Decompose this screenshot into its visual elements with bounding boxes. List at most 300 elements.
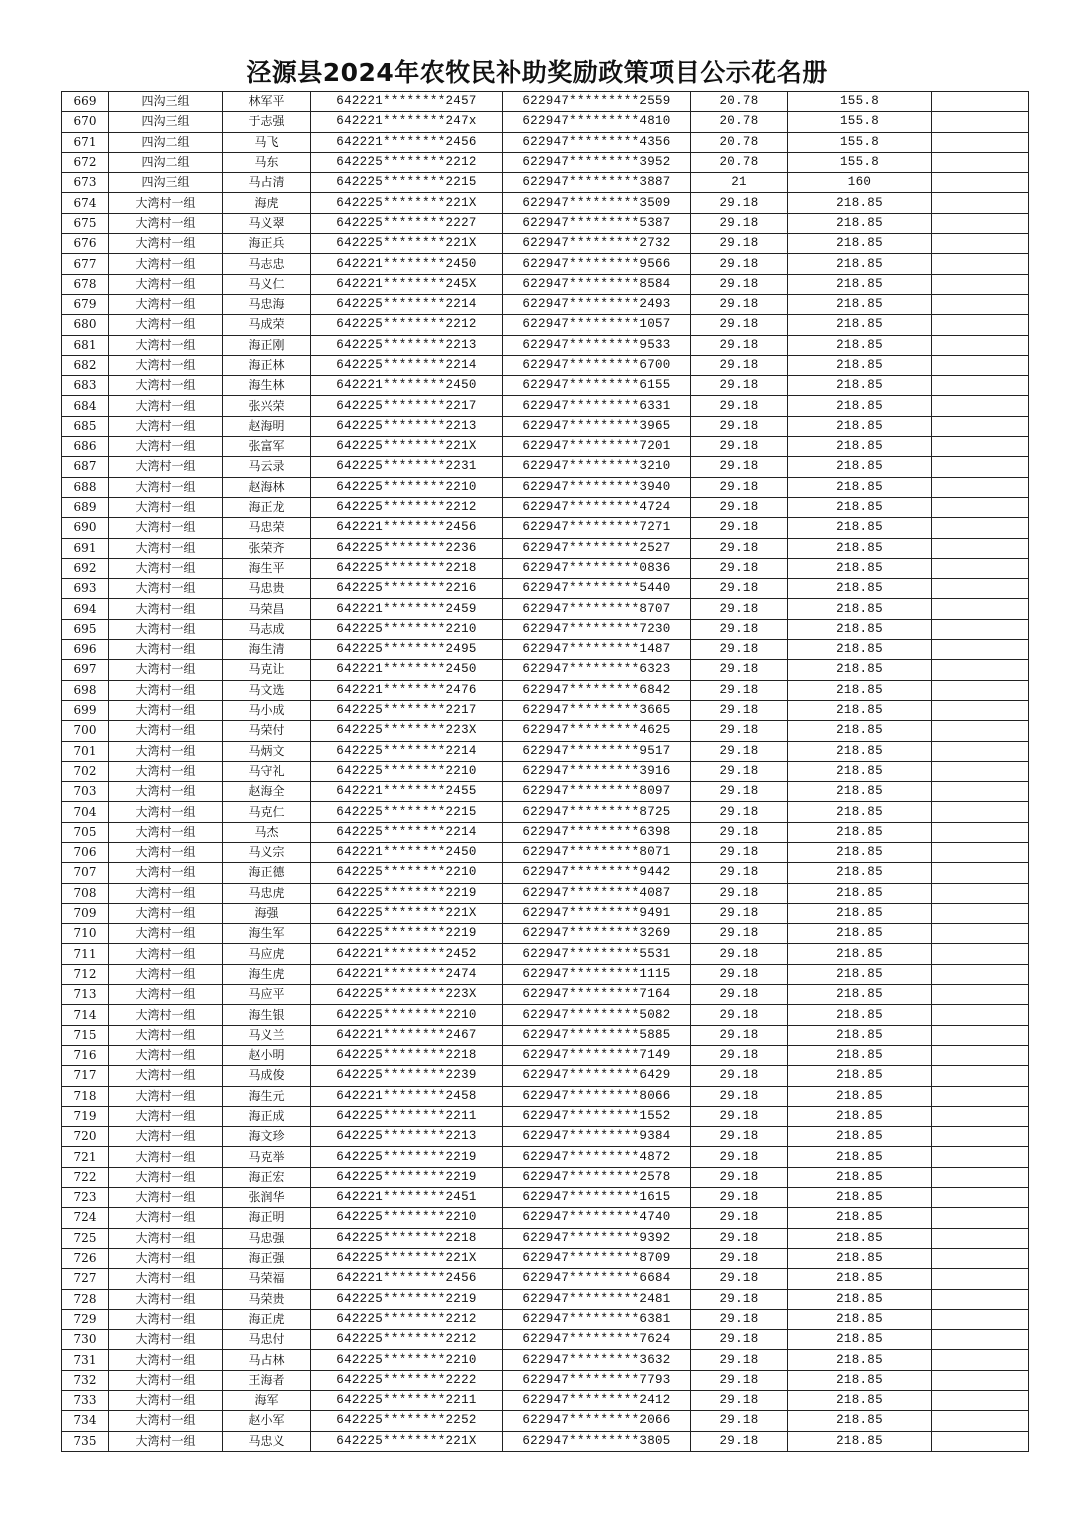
village-group-cell: 大湾村一组: [109, 721, 223, 741]
bank-account-cell: 622947*********3665: [503, 700, 691, 720]
remark-cell: [932, 416, 1029, 436]
name-cell: 马成俊: [223, 1066, 311, 1086]
village-group-cell: 大湾村一组: [109, 254, 223, 274]
amount-cell: 218.85: [788, 1127, 932, 1147]
bank-account-cell: 622947*********8725: [503, 802, 691, 822]
id-number-cell: 642225********2214: [311, 741, 503, 761]
id-number-cell: 642225********2219: [311, 924, 503, 944]
id-number-cell: 642221********2459: [311, 599, 503, 619]
row-number-cell: 727: [62, 1269, 109, 1289]
village-group-cell: 大湾村一组: [109, 1025, 223, 1045]
name-cell: 马文选: [223, 680, 311, 700]
bank-account-cell: 622947*********3805: [503, 1431, 691, 1451]
table-row: [62, 315, 1029, 335]
table-row: [62, 193, 1029, 213]
table-row: [62, 396, 1029, 416]
name-cell: 海正林: [223, 355, 311, 375]
area-cell: 29.18: [691, 477, 788, 497]
table-row: [62, 376, 1029, 396]
area-cell: 29.18: [691, 700, 788, 720]
table-row: [62, 842, 1029, 862]
area-cell: 29.18: [691, 396, 788, 416]
id-number-cell: 642221********2456: [311, 518, 503, 538]
remark-cell: [932, 640, 1029, 660]
area-cell: 29.18: [691, 457, 788, 477]
bank-account-cell: 622947*********9384: [503, 1127, 691, 1147]
amount-cell: 218.85: [788, 822, 932, 842]
name-cell: 海虎: [223, 193, 311, 213]
id-number-cell: 642225********2227: [311, 213, 503, 233]
table-row: [62, 721, 1029, 741]
id-number-cell: 642221********2458: [311, 1086, 503, 1106]
name-cell: 海生平: [223, 558, 311, 578]
id-number-cell: 642225********2239: [311, 1066, 503, 1086]
village-group-cell: 大湾村一组: [109, 193, 223, 213]
name-cell: 赵海林: [223, 477, 311, 497]
row-number-cell: 729: [62, 1309, 109, 1329]
name-cell: 马占林: [223, 1350, 311, 1370]
remark-cell: [932, 863, 1029, 883]
name-cell: 马炳文: [223, 741, 311, 761]
amount-cell: 218.85: [788, 1045, 932, 1065]
name-cell: 张润华: [223, 1188, 311, 1208]
id-number-cell: 642225********2231: [311, 457, 503, 477]
remark-cell: [932, 1208, 1029, 1228]
remark-cell: [932, 1309, 1029, 1329]
table-row: [62, 1350, 1029, 1370]
village-group-cell: 大湾村一组: [109, 234, 223, 254]
name-cell: 赵海明: [223, 416, 311, 436]
area-cell: 29.18: [691, 1391, 788, 1411]
table-row: [62, 234, 1029, 254]
area-cell: 29.18: [691, 1269, 788, 1289]
row-number-cell: 716: [62, 1045, 109, 1065]
village-group-cell: 大湾村一组: [109, 1309, 223, 1329]
amount-cell: 218.85: [788, 1391, 932, 1411]
bank-account-cell: 622947*********8707: [503, 599, 691, 619]
id-number-cell: 642225********2214: [311, 294, 503, 314]
table-row: [62, 1167, 1029, 1187]
bank-account-cell: 622947*********8097: [503, 782, 691, 802]
table-row: [62, 1127, 1029, 1147]
id-number-cell: 642225********2252: [311, 1411, 503, 1431]
table-row: [62, 1431, 1029, 1451]
table-row: [62, 1005, 1029, 1025]
amount-cell: 218.85: [788, 294, 932, 314]
village-group-cell: 四沟三组: [109, 92, 223, 112]
row-number-cell: 722: [62, 1167, 109, 1187]
amount-cell: 218.85: [788, 944, 932, 964]
name-cell: 马飞: [223, 132, 311, 152]
table-row: [62, 985, 1029, 1005]
area-cell: 29.18: [691, 1370, 788, 1390]
bank-account-cell: 622947*********2527: [503, 538, 691, 558]
row-number-cell: 698: [62, 680, 109, 700]
bank-account-cell: 622947*********5082: [503, 1005, 691, 1025]
remark-cell: [932, 1370, 1029, 1390]
village-group-cell: 大湾村一组: [109, 477, 223, 497]
id-number-cell: 642225********2210: [311, 1208, 503, 1228]
village-group-cell: 大湾村一组: [109, 883, 223, 903]
name-cell: 马忠荣: [223, 518, 311, 538]
village-group-cell: 大湾村一组: [109, 1431, 223, 1451]
remark-cell: [932, 579, 1029, 599]
area-cell: 29.18: [691, 721, 788, 741]
area-cell: 29.18: [691, 1025, 788, 1045]
area-cell: 29.18: [691, 518, 788, 538]
row-number-cell: 690: [62, 518, 109, 538]
bank-account-cell: 622947*********5387: [503, 213, 691, 233]
amount-cell: 218.85: [788, 335, 932, 355]
amount-cell: 155.8: [788, 92, 932, 112]
table-row: [62, 1147, 1029, 1167]
id-number-cell: 642225********223X: [311, 721, 503, 741]
remark-cell: [932, 355, 1029, 375]
row-number-cell: 700: [62, 721, 109, 741]
bank-account-cell: 622947*********6381: [503, 1309, 691, 1329]
table-row: [62, 1248, 1029, 1268]
area-cell: 29.18: [691, 1411, 788, 1431]
row-number-cell: 681: [62, 335, 109, 355]
id-number-cell: 642221********2450: [311, 842, 503, 862]
remark-cell: [932, 1045, 1029, 1065]
bank-account-cell: 622947*********4625: [503, 721, 691, 741]
bank-account-cell: 622947*********6323: [503, 660, 691, 680]
village-group-cell: 大湾村一组: [109, 376, 223, 396]
row-number-cell: 728: [62, 1289, 109, 1309]
table-row: [62, 903, 1029, 923]
id-number-cell: 642225********221X: [311, 903, 503, 923]
row-number-cell: 732: [62, 1370, 109, 1390]
name-cell: 马克让: [223, 660, 311, 680]
table-row: [62, 619, 1029, 639]
amount-cell: 218.85: [788, 863, 932, 883]
village-group-cell: 大湾村一组: [109, 903, 223, 923]
bank-account-cell: 622947*********3887: [503, 173, 691, 193]
area-cell: 20.78: [691, 152, 788, 172]
village-group-cell: 大湾村一组: [109, 518, 223, 538]
table-row: [62, 213, 1029, 233]
name-cell: 马杰: [223, 822, 311, 842]
table-row: [62, 558, 1029, 578]
name-cell: 于志强: [223, 112, 311, 132]
area-cell: 29.18: [691, 1005, 788, 1025]
id-number-cell: 642225********2212: [311, 315, 503, 335]
area-cell: 29.18: [691, 1330, 788, 1350]
amount-cell: 218.85: [788, 680, 932, 700]
area-cell: 29.18: [691, 782, 788, 802]
table-row: [62, 1228, 1029, 1248]
amount-cell: 218.85: [788, 721, 932, 741]
remark-cell: [932, 1431, 1029, 1451]
name-cell: 王海者: [223, 1370, 311, 1390]
village-group-cell: 大湾村一组: [109, 842, 223, 862]
id-number-cell: 642221********247x: [311, 112, 503, 132]
remark-cell: [932, 92, 1029, 112]
village-group-cell: 大湾村一组: [109, 1370, 223, 1390]
name-cell: 马云录: [223, 457, 311, 477]
village-group-cell: 大湾村一组: [109, 497, 223, 517]
remark-cell: [932, 660, 1029, 680]
village-group-cell: 大湾村一组: [109, 416, 223, 436]
area-cell: 29.18: [691, 416, 788, 436]
table-row: [62, 1208, 1029, 1228]
row-number-cell: 697: [62, 660, 109, 680]
amount-cell: 218.85: [788, 1228, 932, 1248]
id-number-cell: 642225********2210: [311, 863, 503, 883]
amount-cell: 218.85: [788, 964, 932, 984]
table-row: [62, 416, 1029, 436]
table-row: [62, 741, 1029, 761]
area-cell: 29.18: [691, 903, 788, 923]
amount-cell: 218.85: [788, 1167, 932, 1187]
table-row: [62, 1045, 1029, 1065]
bank-account-cell: 622947*********8584: [503, 274, 691, 294]
village-group-cell: 四沟二组: [109, 152, 223, 172]
village-group-cell: 大湾村一组: [109, 660, 223, 680]
remark-cell: [932, 152, 1029, 172]
amount-cell: 218.85: [788, 1370, 932, 1390]
table-row: [62, 274, 1029, 294]
id-number-cell: 642225********2495: [311, 640, 503, 660]
bank-account-cell: 622947*********9517: [503, 741, 691, 761]
row-number-cell: 677: [62, 254, 109, 274]
area-cell: 29.18: [691, 680, 788, 700]
village-group-cell: 大湾村一组: [109, 1208, 223, 1228]
amount-cell: 218.85: [788, 497, 932, 517]
area-cell: 29.18: [691, 355, 788, 375]
table-row: [62, 640, 1029, 660]
name-cell: 赵小军: [223, 1411, 311, 1431]
amount-cell: 218.85: [788, 619, 932, 639]
id-number-cell: 642225********2217: [311, 396, 503, 416]
row-number-cell: 682: [62, 355, 109, 375]
village-group-cell: 大湾村一组: [109, 579, 223, 599]
remark-cell: [932, 741, 1029, 761]
row-number-cell: 683: [62, 376, 109, 396]
amount-cell: 218.85: [788, 1269, 932, 1289]
remark-cell: [932, 1411, 1029, 1431]
id-number-cell: 642225********2214: [311, 355, 503, 375]
remark-cell: [932, 558, 1029, 578]
remark-cell: [932, 761, 1029, 781]
row-number-cell: 674: [62, 193, 109, 213]
name-cell: 海正宏: [223, 1167, 311, 1187]
table-row: [62, 579, 1029, 599]
name-cell: 马志忠: [223, 254, 311, 274]
row-number-cell: 730: [62, 1330, 109, 1350]
remark-cell: [932, 1147, 1029, 1167]
table-row: [62, 944, 1029, 964]
table-row: [62, 173, 1029, 193]
remark-cell: [932, 335, 1029, 355]
bank-account-cell: 622947*********4740: [503, 1208, 691, 1228]
bank-account-cell: 622947*********7793: [503, 1370, 691, 1390]
amount-cell: 218.85: [788, 254, 932, 274]
table-row: [62, 1086, 1029, 1106]
area-cell: 29.18: [691, 558, 788, 578]
name-cell: 马义仁: [223, 274, 311, 294]
amount-cell: 218.85: [788, 700, 932, 720]
area-cell: 29.18: [691, 599, 788, 619]
row-number-cell: 711: [62, 944, 109, 964]
amount-cell: 218.85: [788, 579, 932, 599]
remark-cell: [932, 1391, 1029, 1411]
remark-cell: [932, 985, 1029, 1005]
name-cell: 海强: [223, 903, 311, 923]
bank-account-cell: 622947*********6684: [503, 1269, 691, 1289]
area-cell: 21: [691, 173, 788, 193]
village-group-cell: 大湾村一组: [109, 863, 223, 883]
name-cell: 张富军: [223, 437, 311, 457]
remark-cell: [932, 193, 1029, 213]
id-number-cell: 642225********2210: [311, 761, 503, 781]
remark-cell: [932, 802, 1029, 822]
bank-account-cell: 622947*********7164: [503, 985, 691, 1005]
name-cell: 马守礼: [223, 761, 311, 781]
table-row: [62, 822, 1029, 842]
remark-cell: [932, 173, 1029, 193]
village-group-cell: 四沟三组: [109, 112, 223, 132]
amount-cell: 218.85: [788, 477, 932, 497]
village-group-cell: 大湾村一组: [109, 1188, 223, 1208]
id-number-cell: 642225********2219: [311, 1167, 503, 1187]
village-group-cell: 大湾村一组: [109, 1106, 223, 1126]
amount-cell: 218.85: [788, 883, 932, 903]
name-cell: 张荣齐: [223, 538, 311, 558]
remark-cell: [932, 883, 1029, 903]
id-number-cell: 642225********2212: [311, 497, 503, 517]
amount-cell: 218.85: [788, 660, 932, 680]
amount-cell: 218.85: [788, 1248, 932, 1268]
table-row: [62, 964, 1029, 984]
remark-cell: [932, 1106, 1029, 1126]
village-group-cell: 大湾村一组: [109, 355, 223, 375]
row-number-cell: 707: [62, 863, 109, 883]
remark-cell: [932, 599, 1029, 619]
bank-account-cell: 622947*********5440: [503, 579, 691, 599]
name-cell: 马志成: [223, 619, 311, 639]
village-group-cell: 大湾村一组: [109, 1289, 223, 1309]
id-number-cell: 642225********2210: [311, 477, 503, 497]
id-number-cell: 642225********2213: [311, 416, 503, 436]
amount-cell: 218.85: [788, 1147, 932, 1167]
bank-account-cell: 622947*********9566: [503, 254, 691, 274]
village-group-cell: 大湾村一组: [109, 1248, 223, 1268]
row-number-cell: 718: [62, 1086, 109, 1106]
row-number-cell: 712: [62, 964, 109, 984]
village-group-cell: 大湾村一组: [109, 1167, 223, 1187]
amount-cell: 218.85: [788, 802, 932, 822]
village-group-cell: 大湾村一组: [109, 782, 223, 802]
row-number-cell: 708: [62, 883, 109, 903]
name-cell: 马小成: [223, 700, 311, 720]
remark-cell: [932, 132, 1029, 152]
amount-cell: 155.8: [788, 132, 932, 152]
name-cell: 张兴荣: [223, 396, 311, 416]
id-number-cell: 642225********2212: [311, 152, 503, 172]
table-row: [62, 518, 1029, 538]
id-number-cell: 642221********245X: [311, 274, 503, 294]
table-row: [62, 437, 1029, 457]
remark-cell: [932, 518, 1029, 538]
bank-account-cell: 622947*********7201: [503, 437, 691, 457]
remark-cell: [932, 477, 1029, 497]
village-group-cell: 四沟三组: [109, 173, 223, 193]
row-number-cell: 703: [62, 782, 109, 802]
area-cell: 29.18: [691, 1431, 788, 1451]
table-row: [62, 132, 1029, 152]
area-cell: 29.18: [691, 964, 788, 984]
bank-account-cell: 622947*********3509: [503, 193, 691, 213]
row-number-cell: 705: [62, 822, 109, 842]
village-group-cell: 大湾村一组: [109, 964, 223, 984]
area-cell: 29.18: [691, 234, 788, 254]
area-cell: 29.18: [691, 619, 788, 639]
amount-cell: 155.8: [788, 152, 932, 172]
name-cell: 海正德: [223, 863, 311, 883]
table-row: [62, 457, 1029, 477]
remark-cell: [932, 944, 1029, 964]
bank-account-cell: 622947*********1487: [503, 640, 691, 660]
amount-cell: 218.85: [788, 1289, 932, 1309]
row-number-cell: 699: [62, 700, 109, 720]
id-number-cell: 642225********2218: [311, 1228, 503, 1248]
village-group-cell: 大湾村一组: [109, 457, 223, 477]
remark-cell: [932, 903, 1029, 923]
area-cell: 29.18: [691, 579, 788, 599]
name-cell: 海正成: [223, 1106, 311, 1126]
bank-account-cell: 622947*********4356: [503, 132, 691, 152]
remark-cell: [932, 497, 1029, 517]
bank-account-cell: 622947*********4872: [503, 1147, 691, 1167]
village-group-cell: 大湾村一组: [109, 1005, 223, 1025]
bank-account-cell: 622947*********6398: [503, 822, 691, 842]
amount-cell: 218.85: [788, 416, 932, 436]
name-cell: 海正刚: [223, 335, 311, 355]
bank-account-cell: 622947*********1057: [503, 315, 691, 335]
amount-cell: 218.85: [788, 903, 932, 923]
table-row: [62, 92, 1029, 112]
area-cell: 29.18: [691, 497, 788, 517]
row-number-cell: 696: [62, 640, 109, 660]
row-number-cell: 714: [62, 1005, 109, 1025]
village-group-cell: 大湾村一组: [109, 1066, 223, 1086]
name-cell: 海生元: [223, 1086, 311, 1106]
remark-cell: [932, 213, 1029, 233]
amount-cell: 218.85: [788, 741, 932, 761]
bank-account-cell: 622947*********6700: [503, 355, 691, 375]
area-cell: 29.18: [691, 1228, 788, 1248]
id-number-cell: 642225********221X: [311, 1248, 503, 1268]
table-row: [62, 1411, 1029, 1431]
id-number-cell: 642221********2457: [311, 92, 503, 112]
area-cell: 29.18: [691, 1066, 788, 1086]
bank-account-cell: 622947*********2481: [503, 1289, 691, 1309]
amount-cell: 218.85: [788, 761, 932, 781]
table-row: [62, 1309, 1029, 1329]
amount-cell: 218.85: [788, 1411, 932, 1431]
table-row: [62, 152, 1029, 172]
name-cell: 马荣昌: [223, 599, 311, 619]
id-number-cell: 642225********2216: [311, 579, 503, 599]
village-group-cell: 大湾村一组: [109, 985, 223, 1005]
village-group-cell: 大湾村一组: [109, 1269, 223, 1289]
area-cell: 29.18: [691, 437, 788, 457]
name-cell: 赵小明: [223, 1045, 311, 1065]
bank-account-cell: 622947*********7624: [503, 1330, 691, 1350]
area-cell: 29.18: [691, 802, 788, 822]
